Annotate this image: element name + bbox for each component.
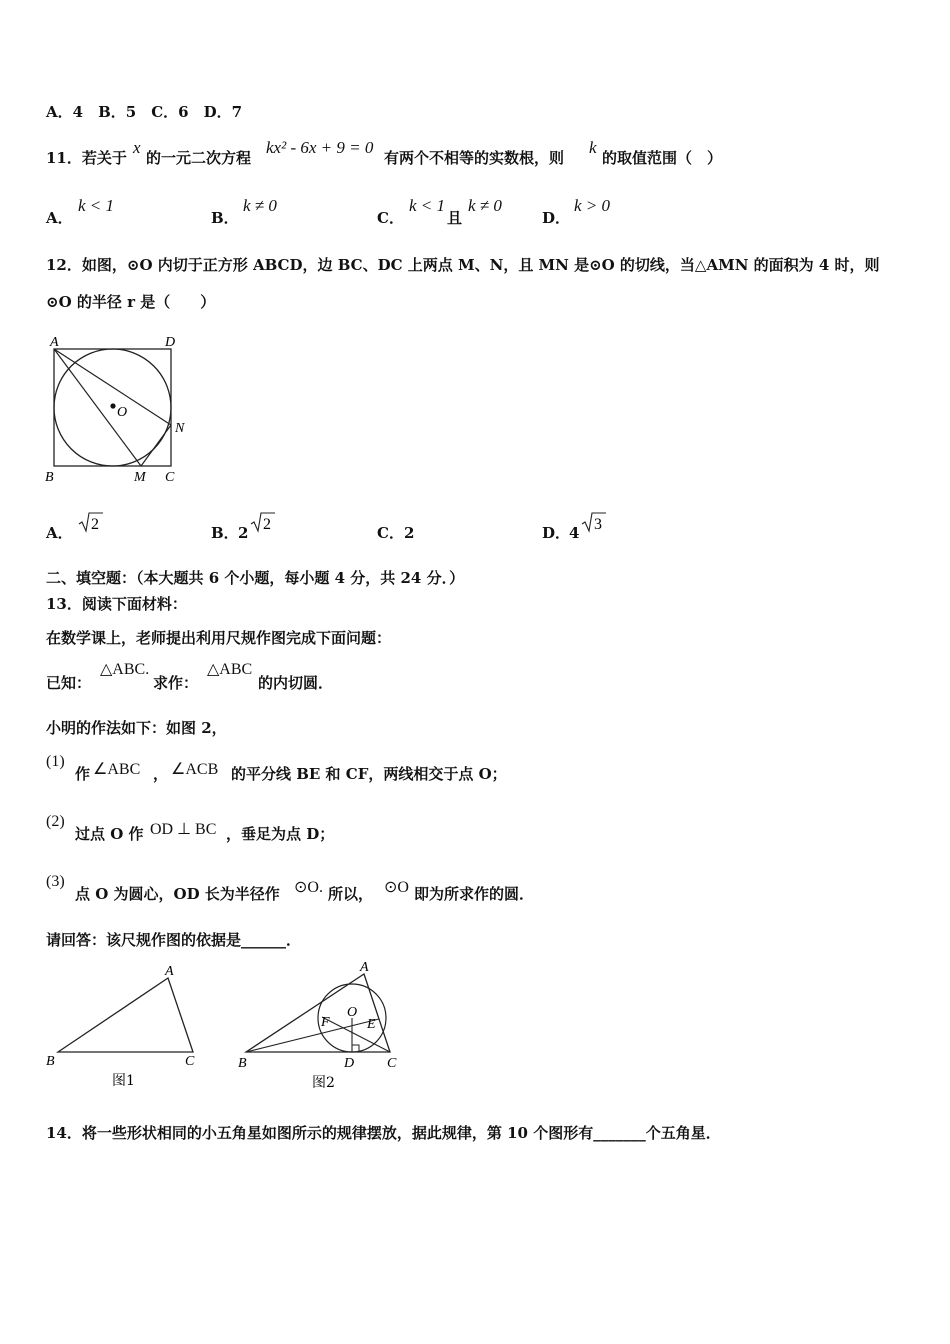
q11-var-k: k — [589, 138, 597, 157]
q13-ask-math: △ABC — [207, 661, 253, 678]
q13-title: 13．阅读下面材料： — [46, 595, 187, 613]
q13-known-math: △ABC. — [100, 661, 150, 678]
q12-option-b-label: B． — [211, 524, 239, 542]
fig1-label-a: A — [165, 964, 174, 979]
q13-step3-circle1: ⊙O. — [294, 879, 323, 896]
section-heading: 二、填空题：（本大题共 6 个小题，每小题 4 分，共 24 分．） — [46, 569, 465, 587]
q12-option-c-coef: 2 — [404, 524, 415, 542]
fig2-label-b: B — [238, 1056, 247, 1071]
q13-step2-math: OD ⊥ BC — [150, 821, 217, 838]
q12-option-d-coef: 4 — [569, 524, 580, 542]
q11-option-b-math: k ≠ 0 — [243, 196, 277, 215]
q11-option-d-math: k > 0 — [574, 196, 611, 215]
q11-equation: kx² - 6x + 9 = 0 — [266, 138, 374, 157]
segment-mn — [141, 425, 171, 466]
segment-am — [54, 349, 141, 466]
q12-option-c-label: C． — [377, 524, 404, 542]
fig2-label-c: C — [387, 1056, 397, 1071]
q13-step1-sep: ， — [153, 765, 169, 783]
fig1-caption: 图1 — [112, 1073, 135, 1089]
q13-step2-tail: ，垂足为点 D； — [226, 825, 335, 843]
q12-stem-line2: ⊙O 的半径 r 是（ ） — [46, 293, 216, 311]
q13-ask-tail: 的内切圆． — [258, 674, 334, 692]
q11-stem-part4: 的取值范围（ ） — [602, 149, 723, 167]
q11-stem-part3: 有两个不相等的实数根，则 — [384, 149, 565, 167]
q11-option-c-math: k < 1 — [409, 196, 446, 215]
label-c: C — [165, 470, 175, 485]
fig2-label-e: E — [367, 1017, 376, 1032]
sqrt-2-a — [78, 510, 104, 534]
fig2-label-f: F — [321, 1015, 330, 1030]
fig1-label-c: C — [185, 1054, 195, 1069]
sqrt-radicand: 2 — [263, 516, 271, 533]
q12-stem-line1: 12．如图，⊙O 内切于正方形 ABCD，边 BC、DC 上两点 M、N，且 MN 是⊙O 的切线，当△AMN 的面积为 4 时，则 — [46, 256, 880, 274]
q12-option-d-label: D． — [542, 524, 571, 542]
q11-option-a-label: A． — [46, 209, 73, 227]
q12-option-a-label: A． — [46, 524, 73, 542]
q10-options: A．4 B．5 C．6 D．7 — [46, 103, 243, 121]
q13-figure-2 — [230, 956, 410, 1096]
fig2-label-a: A — [360, 960, 369, 975]
q13-known-label: 已知： — [46, 674, 92, 692]
q13-step3-mid: 所以， — [328, 885, 374, 903]
sqrt-radicand: 2 — [91, 516, 99, 533]
q13-ask-label: 求作： — [153, 674, 199, 692]
fig2-caption: 图2 — [312, 1075, 335, 1091]
segment-an — [54, 349, 171, 425]
q13-step3-pre: 点 O 为圆心，OD 长为半径作 — [75, 885, 280, 903]
q14-text: 14．将一些形状相同的小五角星如图所示的规律摆放，据此规律，第 10 个图形有_______个五角星． — [46, 1124, 721, 1142]
fig2-label-o: O — [347, 1005, 358, 1020]
triangle-abc — [58, 978, 193, 1052]
q13-step1-angle1: ∠ABC — [93, 761, 141, 778]
q11-option-c-label: C． — [377, 209, 404, 227]
q13-figure-1 — [40, 962, 210, 1092]
q11-option-c-conj: 且 — [447, 209, 463, 227]
label-o: O — [117, 405, 128, 420]
sqrt-3-d — [581, 510, 607, 534]
q13-step3-circle2: ⊙O — [384, 879, 409, 896]
label-n: N — [175, 421, 185, 436]
q13-step1-angle2: ∠ACB — [171, 761, 219, 778]
q13-step1-pre: 作 — [75, 765, 91, 783]
q11-option-b-label: B． — [211, 209, 239, 227]
q11-stem-part1: 11．若关于 — [46, 149, 127, 167]
q13-step1-tail: 的平分线 BE 和 CF，两线相交于点 O； — [231, 765, 507, 783]
q11-var-x: x — [133, 138, 141, 157]
q11-stem-part2: 的一元二次方程 — [146, 149, 252, 167]
q13-intro: 在数学课上，老师提出利用尺规作图完成下面问题： — [46, 629, 392, 647]
label-m: M — [134, 470, 146, 485]
q12-option-b-coef: 2 — [238, 524, 249, 542]
q11-option-c-math2: k ≠ 0 — [468, 196, 502, 215]
center-dot — [110, 403, 115, 408]
q11-option-d-label: D． — [542, 209, 571, 227]
q13-question: 请回答：该尺规作图的依据是______． — [46, 931, 302, 949]
sqrt-radicand: 3 — [594, 516, 602, 533]
q11-option-a-math: k < 1 — [78, 196, 115, 215]
fig2-label-d: D — [344, 1056, 355, 1071]
q13-step2-pre: 过点 O 作 — [75, 825, 144, 843]
q13-step2-num: (2) — [46, 813, 65, 830]
q13-method: 小明的作法如下：如图 2， — [46, 719, 227, 737]
q13-step1-num: (1) — [46, 753, 65, 770]
label-a: A — [50, 335, 59, 350]
sqrt-2-b — [250, 510, 276, 534]
fig1-label-b: B — [46, 1054, 55, 1069]
label-d: D — [165, 335, 176, 350]
q12-figure — [40, 330, 200, 490]
q13-step3-tail: 即为所求作的圆． — [414, 885, 535, 903]
label-b: B — [45, 470, 54, 485]
q13-step3-num: (3) — [46, 873, 65, 890]
